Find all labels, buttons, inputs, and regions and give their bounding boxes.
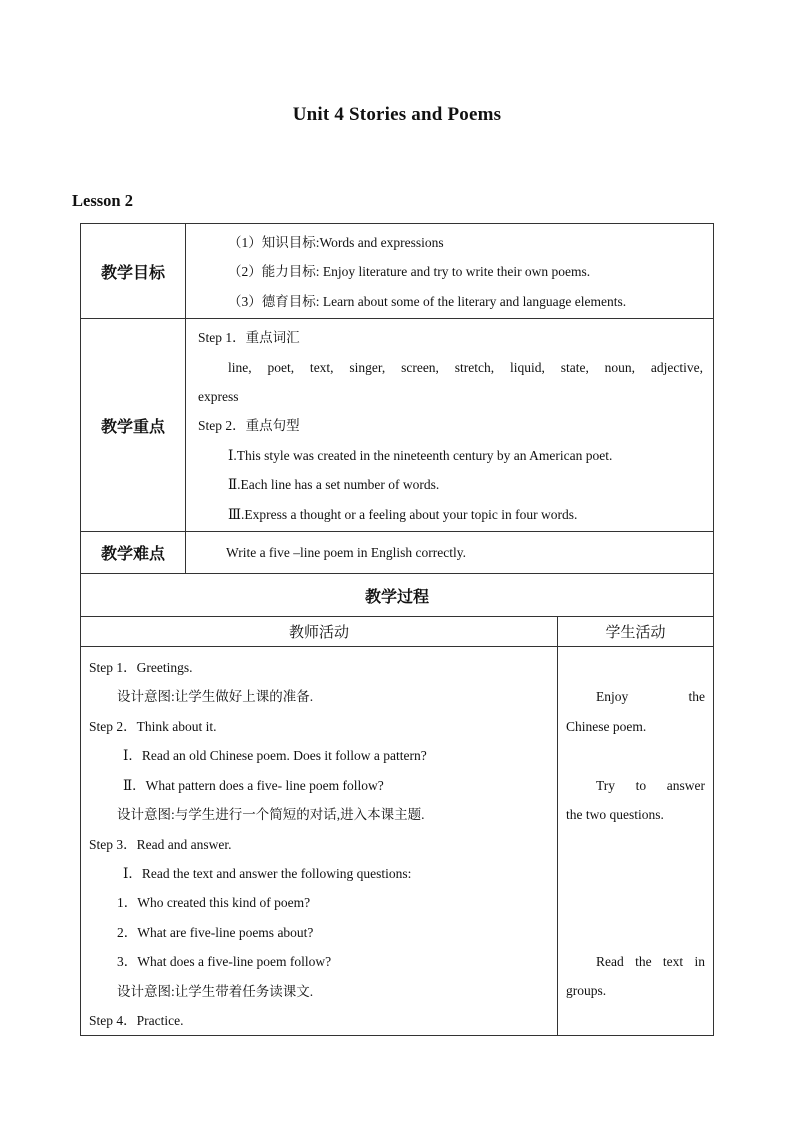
vocab-line: line, poet, text, singer, screen, stretch, liquid, state, noun, adjective, xyxy=(228,359,704,375)
step2-title: Step 2．重点句型 xyxy=(198,418,300,434)
student-note-line: Read the text in xyxy=(596,954,706,970)
teacher-activities xyxy=(81,647,558,1036)
key-points-content xyxy=(186,319,714,532)
difficulty-row xyxy=(81,532,714,574)
process-step: Step 4．Practice. xyxy=(89,1012,184,1028)
process-heading: 教学过程 xyxy=(81,574,714,617)
key-points-label: 教学重点 xyxy=(81,319,186,532)
objectives-content xyxy=(186,224,714,319)
lesson-plan-table xyxy=(80,223,714,1036)
teacher-activity-header: 教师活动 xyxy=(81,617,558,647)
student-activity-header: 学生活动 xyxy=(558,617,714,647)
question-item: 1．Who created this kind of poem? xyxy=(117,895,311,911)
sentence-item: Ⅰ.This style was created in the nineteenth century by an American poet. xyxy=(228,447,613,463)
sentence-item: Ⅱ.Each line has a set number of words. xyxy=(228,477,440,493)
sentence-item: Ⅲ.Express a thought or a feeling about your topic in four words. xyxy=(228,506,578,522)
lesson-heading: Lesson 2 xyxy=(72,191,133,210)
process-heading-row xyxy=(81,574,714,617)
process-item: Ⅰ．Read an old Chinese poem. Does it follow a pattern? xyxy=(123,748,427,764)
student-note-line: groups. xyxy=(566,983,607,999)
question-item: 3．What does a five-line poem follow? xyxy=(117,954,332,970)
step1-title: Step 1．重点词汇 xyxy=(198,330,300,346)
student-note-line: Try to answer xyxy=(596,777,706,793)
objective-item: （3）德育目标: Learn about some of the literary and language elements. xyxy=(228,293,627,309)
objective-item: （1）知识目标:Words and expressions xyxy=(228,235,444,250)
objectives-label: 教学目标 xyxy=(81,224,186,319)
student-activities xyxy=(558,647,714,1036)
question-item: 2．What are five-line poems about? xyxy=(117,924,314,940)
design-intent: 设计意图:让学生带着任务读课文. xyxy=(117,983,314,999)
difficulty-text: Write a five –line poem in English correctly. xyxy=(226,544,467,560)
key-points-row xyxy=(81,319,714,532)
process-item: Ⅱ．What pattern does a five- line poem follow? xyxy=(123,777,384,793)
vocab-line: express xyxy=(198,389,239,405)
process-body-row xyxy=(81,647,714,1036)
difficulty-label: 教学难点 xyxy=(81,532,186,574)
student-note-line: the two questions. xyxy=(566,807,664,823)
difficulty-content xyxy=(186,532,714,574)
process-step: Step 2．Think about it. xyxy=(89,718,217,734)
process-column-headers xyxy=(81,617,714,647)
process-step: Step 3．Read and answer. xyxy=(89,836,232,852)
objectives-row xyxy=(81,224,714,319)
process-step: Step 1．Greetings. xyxy=(89,660,193,676)
process-item: Ⅰ．Read the text and answer the following questions: xyxy=(123,865,412,881)
document-title: Unit 4 Stories and Poems xyxy=(292,104,502,125)
student-note-line: Chinese poem. xyxy=(566,718,647,734)
design-intent: 设计意图:让学生做好上课的准备. xyxy=(117,689,314,705)
design-intent: 设计意图:与学生进行一个简短的对话,进入本课主题. xyxy=(117,807,425,823)
student-note-line: Enjoy the xyxy=(596,689,706,705)
objective-item: （2）能力目标: Enjoy literature and try to write their own poems. xyxy=(228,264,591,280)
